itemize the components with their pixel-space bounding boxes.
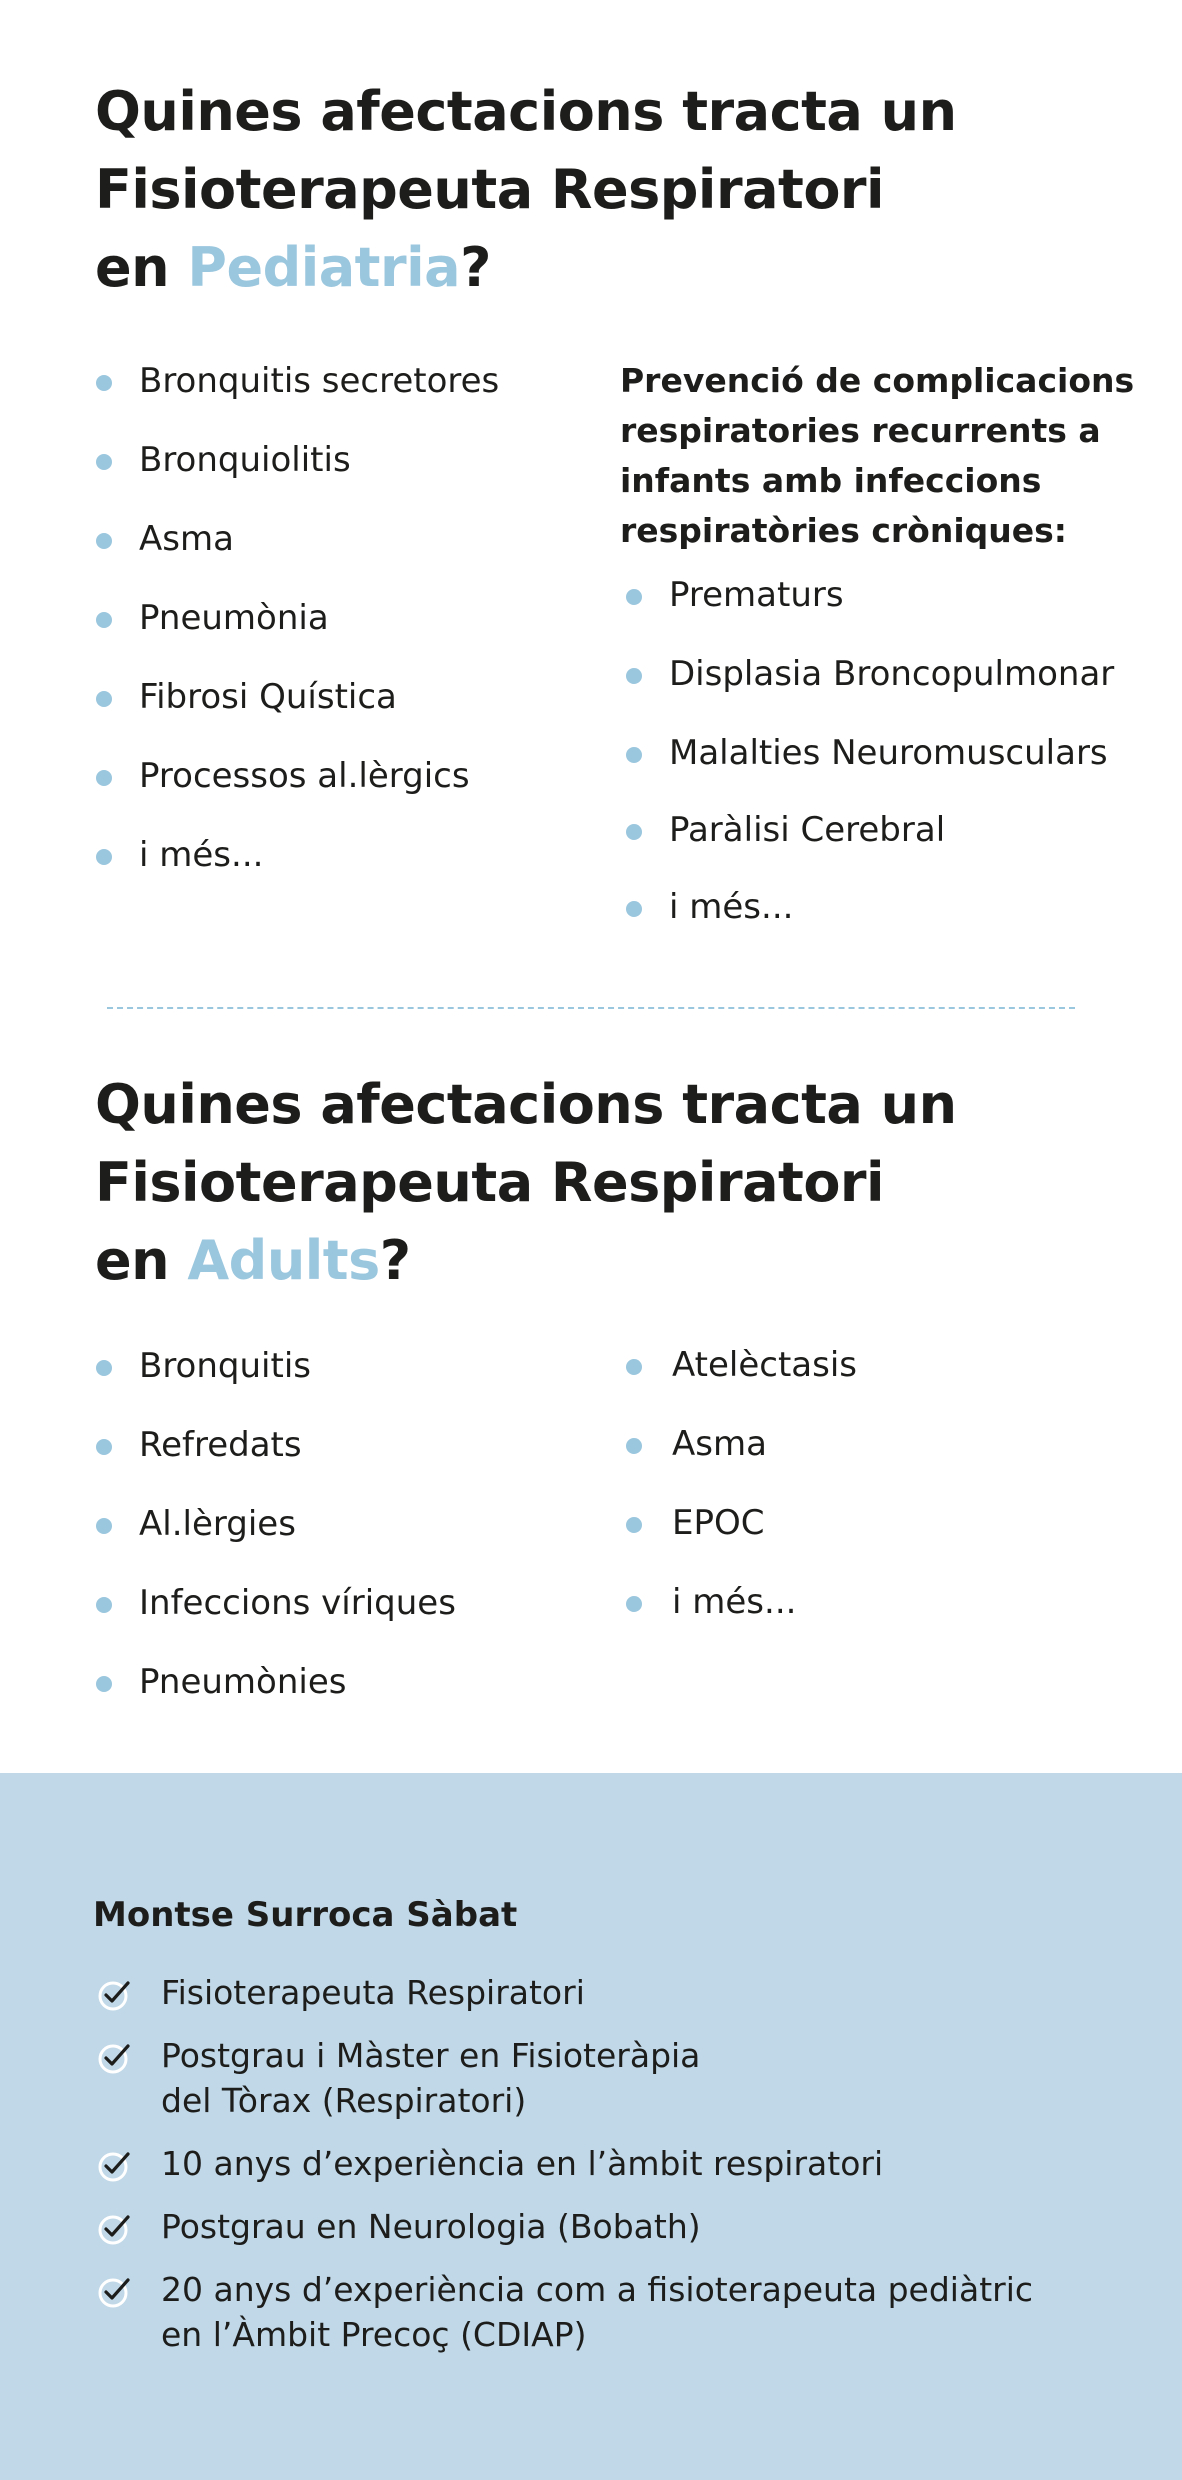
list-item-label: Fisioterapeuta Respiratori bbox=[161, 1973, 585, 2012]
list-item-label: i més... bbox=[669, 887, 794, 927]
bullet-dot-icon bbox=[96, 612, 112, 628]
list-item-label: Displasia Broncopulmonar bbox=[669, 654, 1115, 694]
list-item bbox=[96, 1425, 456, 1504]
list-item-label: i més... bbox=[139, 835, 264, 875]
list-item-label: Atelèctasis bbox=[672, 1345, 858, 1385]
list-item-label: Paràlisi Cerebral bbox=[669, 810, 946, 850]
list-item bbox=[626, 810, 1114, 887]
list-item bbox=[96, 1504, 456, 1583]
list-item bbox=[95, 1970, 1155, 2015]
list-item bbox=[626, 654, 1114, 733]
bullet-dot-icon bbox=[96, 1360, 112, 1376]
bullet-dot-icon bbox=[626, 1438, 642, 1454]
bullet-dot-icon bbox=[96, 375, 112, 391]
list-item bbox=[96, 598, 499, 677]
list-item bbox=[96, 361, 499, 440]
adults-title-line1: Quines afectacions tracta un bbox=[95, 1073, 957, 1136]
list-item bbox=[626, 1582, 857, 1661]
pediatria-left-list bbox=[96, 361, 499, 914]
adults-right-list bbox=[626, 1345, 857, 1661]
adults-title-prefix: en bbox=[95, 1229, 188, 1292]
bullet-dot-icon bbox=[626, 1517, 642, 1533]
bullet-dot-icon bbox=[96, 1439, 112, 1455]
list-item-label: i més... bbox=[672, 1582, 797, 1622]
pediatria-title bbox=[95, 73, 957, 307]
bullet-dot-icon bbox=[96, 454, 112, 470]
check-circle-icon bbox=[97, 1978, 131, 2012]
list-item bbox=[626, 1424, 857, 1503]
list-item bbox=[626, 733, 1114, 810]
list-item-label: Malalties Neuromusculars bbox=[669, 733, 1108, 773]
bullet-dot-icon bbox=[96, 691, 112, 707]
list-item-label: Prematurs bbox=[669, 575, 844, 615]
pediatria-title-prefix: en bbox=[95, 236, 188, 299]
pediatria-prevention-heading: Prevenció de complicacions respiratories recurrents a infants amb infeccions respiratòries cròniques: bbox=[620, 361, 1135, 550]
bullet-dot-icon bbox=[626, 901, 642, 917]
adults-title bbox=[95, 1066, 957, 1300]
list-item-label: EPOC bbox=[672, 1503, 765, 1543]
list-item bbox=[626, 887, 1114, 966]
list-item bbox=[96, 835, 499, 914]
list-item bbox=[96, 1346, 456, 1425]
list-item-label: 20 anys d’experiència com a fisioterapeuta pediàtric en l’Àmbit Precoç (CDIAP) bbox=[161, 2270, 1034, 2354]
list-item-label: Al.lèrgies bbox=[139, 1504, 296, 1544]
list-item bbox=[96, 440, 499, 519]
list-item-label: Processos al.lèrgics bbox=[139, 756, 470, 796]
list-item bbox=[626, 1503, 857, 1582]
check-circle-icon bbox=[97, 2212, 131, 2246]
check-circle-icon bbox=[97, 2149, 131, 2183]
bullet-dot-icon bbox=[626, 824, 642, 840]
section-divider bbox=[107, 1007, 1075, 1009]
adults-title-line2: Fisioterapeuta Respiratori bbox=[95, 1151, 885, 1214]
list-item-label: Refredats bbox=[139, 1425, 302, 1465]
list-item-label: Postgrau i Màster en Fisioteràpia del Tòrax (Respiratori) bbox=[161, 2036, 701, 2120]
check-circle-icon bbox=[97, 2275, 131, 2309]
check-circle-icon bbox=[97, 2041, 131, 2075]
pediatria-title-line2: Fisioterapeuta Respiratori bbox=[95, 158, 885, 221]
list-item bbox=[96, 519, 499, 598]
list-item-label: 10 anys d’experiència en l’àmbit respiratori bbox=[161, 2144, 884, 2183]
list-item bbox=[96, 756, 499, 835]
adults-left-list bbox=[96, 1346, 456, 1741]
list-item-label: Fibrosi Quística bbox=[139, 677, 397, 717]
bullet-dot-icon bbox=[626, 747, 642, 763]
bullet-dot-icon bbox=[96, 533, 112, 549]
list-item-label: Bronquitis bbox=[139, 1346, 311, 1386]
list-item-label: Bronquitis secretores bbox=[139, 361, 500, 401]
list-item bbox=[95, 2033, 1155, 2123]
bio-name: Montse Surroca Sàbat bbox=[93, 1895, 518, 1935]
bullet-dot-icon bbox=[96, 849, 112, 865]
bullet-dot-icon bbox=[626, 589, 642, 605]
pediatria-title-suffix: ? bbox=[460, 236, 491, 299]
list-item bbox=[96, 1662, 456, 1741]
list-item-label: Infeccions víriques bbox=[139, 1583, 456, 1623]
list-item bbox=[95, 2204, 1155, 2249]
pediatria-title-line1: Quines afectacions tracta un bbox=[95, 80, 957, 143]
pediatria-title-accent: Pediatria bbox=[187, 236, 461, 299]
list-item-label: Bronquiolitis bbox=[139, 440, 351, 480]
bullet-dot-icon bbox=[626, 1359, 642, 1375]
bullet-dot-icon bbox=[626, 1596, 642, 1612]
bullet-dot-icon bbox=[96, 1597, 112, 1613]
bullet-dot-icon bbox=[96, 1518, 112, 1534]
bullet-dot-icon bbox=[626, 668, 642, 684]
list-item bbox=[95, 2267, 1155, 2357]
adults-title-accent: Adults bbox=[187, 1229, 380, 1292]
list-item-label: Asma bbox=[139, 519, 234, 559]
list-item-label: Postgrau en Neurologia (Bobath) bbox=[161, 2207, 701, 2246]
bullet-dot-icon bbox=[96, 770, 112, 786]
list-item-label: Pneumònies bbox=[139, 1662, 347, 1702]
adults-title-suffix: ? bbox=[379, 1229, 411, 1292]
list-item bbox=[95, 2141, 1155, 2186]
bullet-dot-icon bbox=[96, 1676, 112, 1692]
list-item bbox=[96, 677, 499, 756]
list-item bbox=[626, 1345, 857, 1424]
pediatria-right-list bbox=[626, 575, 1114, 966]
bio-panel bbox=[0, 1773, 1182, 2480]
list-item bbox=[96, 1583, 456, 1662]
list-item-label: Pneumònia bbox=[139, 598, 329, 638]
list-item bbox=[626, 575, 1114, 654]
bio-credentials-list bbox=[95, 1970, 1155, 2375]
list-item-label: Asma bbox=[672, 1424, 767, 1464]
